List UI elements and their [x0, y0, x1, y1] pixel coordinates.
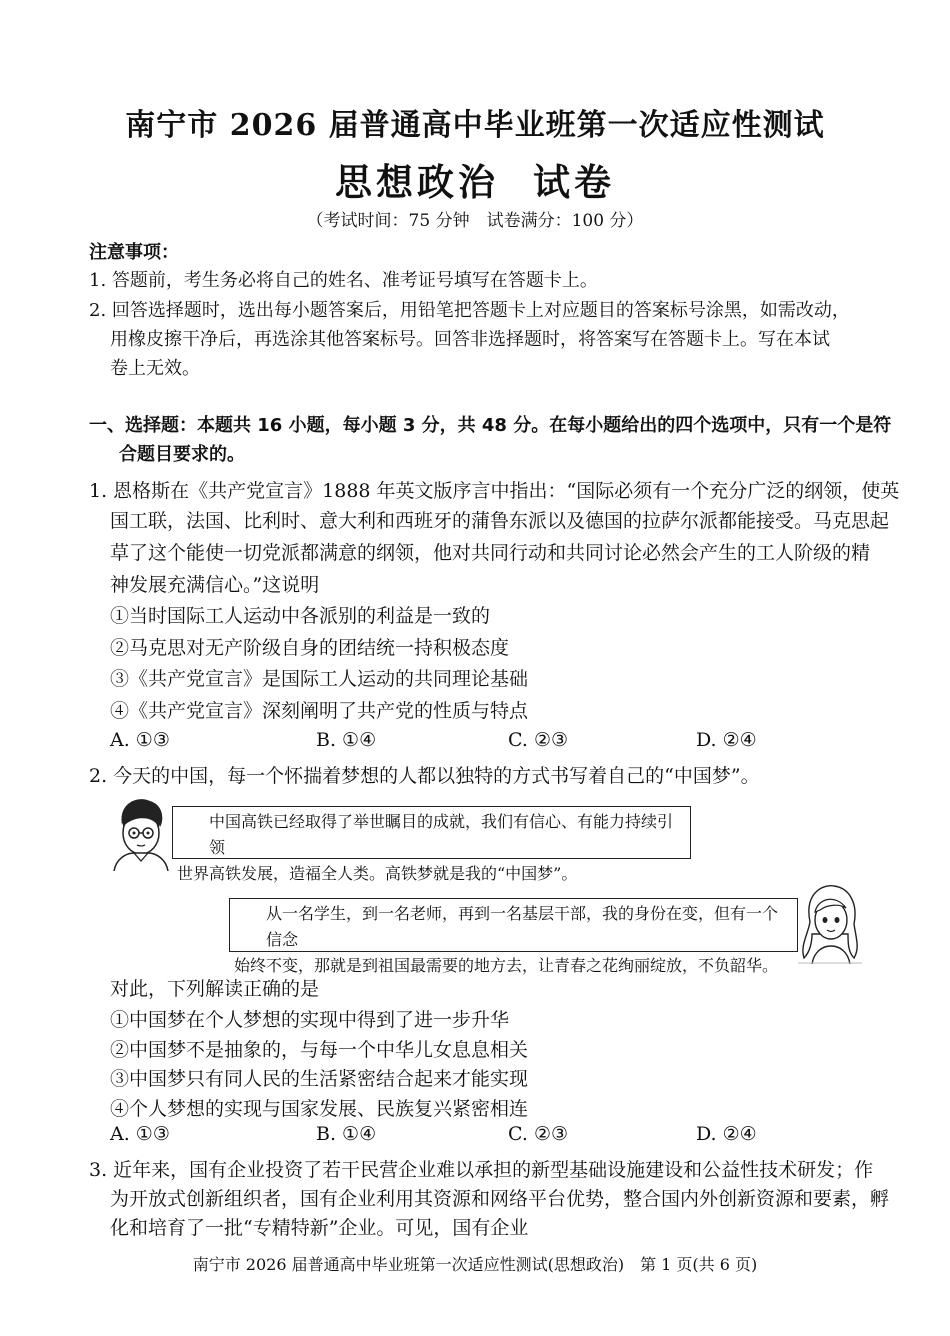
q2-question: 对此，下列解读正确的是: [110, 978, 320, 1000]
q2-option-d[interactable]: D. ②④: [696, 1123, 757, 1145]
q1-statement-4: ④《共产党宣言》深刻阐明了共产党的性质与特点: [110, 700, 529, 722]
quote-bubble-boy-line-1: 中国高铁已经取得了举世瞩目的成就，我们有信心、有能力持续引领: [209, 812, 674, 857]
section-1-heading-line-2: 合题目要求的。: [119, 444, 245, 465]
q2-statement-2: ②中国梦不是抽象的，与每一个中华儿女息息相关: [110, 1039, 529, 1061]
q1-option-b[interactable]: B. ①④: [316, 729, 377, 751]
q1-stem-line-4: 神发展充满信心。”这说明: [110, 574, 320, 596]
q1-statement-2: ②马克思对无产阶级自身的团结统一持积极态度: [110, 637, 510, 659]
q1-option-c[interactable]: C. ②③: [508, 729, 569, 751]
q3-stem-line-3: 化和培育了一批“专精特新”企业。可见，国有企业: [110, 1217, 529, 1239]
q1-statement-1: ①当时国际工人运动中各派别的利益是一致的: [110, 605, 491, 627]
notice-item-2-line-2: 用橡皮擦干净后，再选涂其他答案标号。回答非选择题时，将答案写在答题卡上。写在本试: [110, 329, 830, 350]
girl-avatar-icon: [798, 882, 862, 964]
q1-option-d[interactable]: D. ②④: [696, 729, 757, 751]
quote-bubble-girl-line-1: 从一名学生，到一名老师，再到一名基层干部，我的身份在变，但有一个信念: [266, 904, 779, 949]
exam-info: （考试时间：75 分钟 试卷满分：100 分）: [306, 211, 644, 231]
subject-name: 思想政治: [335, 160, 499, 204]
notice-heading: 注意事项：: [89, 242, 179, 263]
exam-title: 南宁市 2026 届普通高中毕业班第一次适应性测试: [125, 108, 825, 143]
q1-stem-line-1: 1. 恩格斯在《共产党宣言》1888 年英文版序言中指出：“国际必须有一个充分广泛的纲领，使英: [89, 480, 900, 502]
quote-bubble-girl-line-2: 始终不变，那就是到祖国最需要的地方去，让青春之花绚丽绽放，不负韶华。: [234, 956, 779, 975]
q3-stem-line-1: 3. 近年来，国有企业投资了若干民营企业难以承担的新型基础设施建设和公益性技术研发；作: [89, 1159, 874, 1181]
q1-stem-line-3: 草了这个能使一切党派都满意的纲领，他对共同行动和共同讨论必然会产生的工人阶级的精: [110, 542, 871, 564]
q2-stem-line-1: 2. 今天的中国，每一个怀揣着梦想的人都以独特的方式书写着自己的“中国梦”。: [89, 765, 760, 787]
notice-item-2-line-1: 2. 回答选择题时，选出每小题答案后，用铅笔把答题卡上对应题目的答案标号涂黑，如需改动，: [89, 300, 850, 321]
q3-stem-line-2: 为开放式创新组织者，国有企业利用其资源和网络平台优势，整合国内外创新资源和要素，孵: [110, 1188, 890, 1210]
q2-option-a[interactable]: A. ①③: [110, 1123, 170, 1145]
q1-stem-line-2: 国工联，法国、比利时、意大利和西班牙的蒲鲁东派以及德国的拉萨尔派都能接受。马克思起: [110, 510, 890, 532]
notice-item-2-line-3: 卷上无效。: [110, 358, 200, 379]
q2-option-b[interactable]: B. ①④: [316, 1123, 377, 1145]
q2-statement-4: ④个人梦想的实现与国家发展、民族复兴紧密相连: [110, 1098, 529, 1120]
q2-statement-1: ①中国梦在个人梦想的实现中得到了进一步升华: [110, 1009, 510, 1031]
paper-label: 试卷: [533, 160, 615, 204]
boy-avatar-icon: [108, 795, 172, 871]
section-1-heading-line-1: 一、选择题：本题共 16 小题，每小题 3 分，共 48 分。在每小题给出的四个选项中，只有一个是符: [89, 415, 892, 436]
quote-bubble-boy-line-2: 世界高铁发展，造福全人类。高铁梦就是我的“中国梦”。: [177, 864, 578, 883]
quote-bubble-girl: [229, 898, 798, 975]
q2-option-c[interactable]: C. ②③: [508, 1123, 569, 1145]
q2-statement-3: ③中国梦只有同人民的生活紧密结合起来才能实现: [110, 1068, 529, 1090]
quote-bubble-boy: [172, 806, 691, 883]
q1-option-a[interactable]: A. ①③: [110, 729, 170, 751]
page-footer: 南宁市 2026 届普通高中毕业班第一次适应性测试(思想政治) 第 1 页(共 6 页): [192, 1255, 758, 1274]
subject-title: [0, 152, 950, 206]
notice-item-1: 1. 答题前，考生务必将自己的姓名、准考证号填写在答题卡上。: [89, 270, 598, 291]
q1-statement-3: ③《共产党宣言》是国际工人运动的共同理论基础: [110, 668, 529, 690]
